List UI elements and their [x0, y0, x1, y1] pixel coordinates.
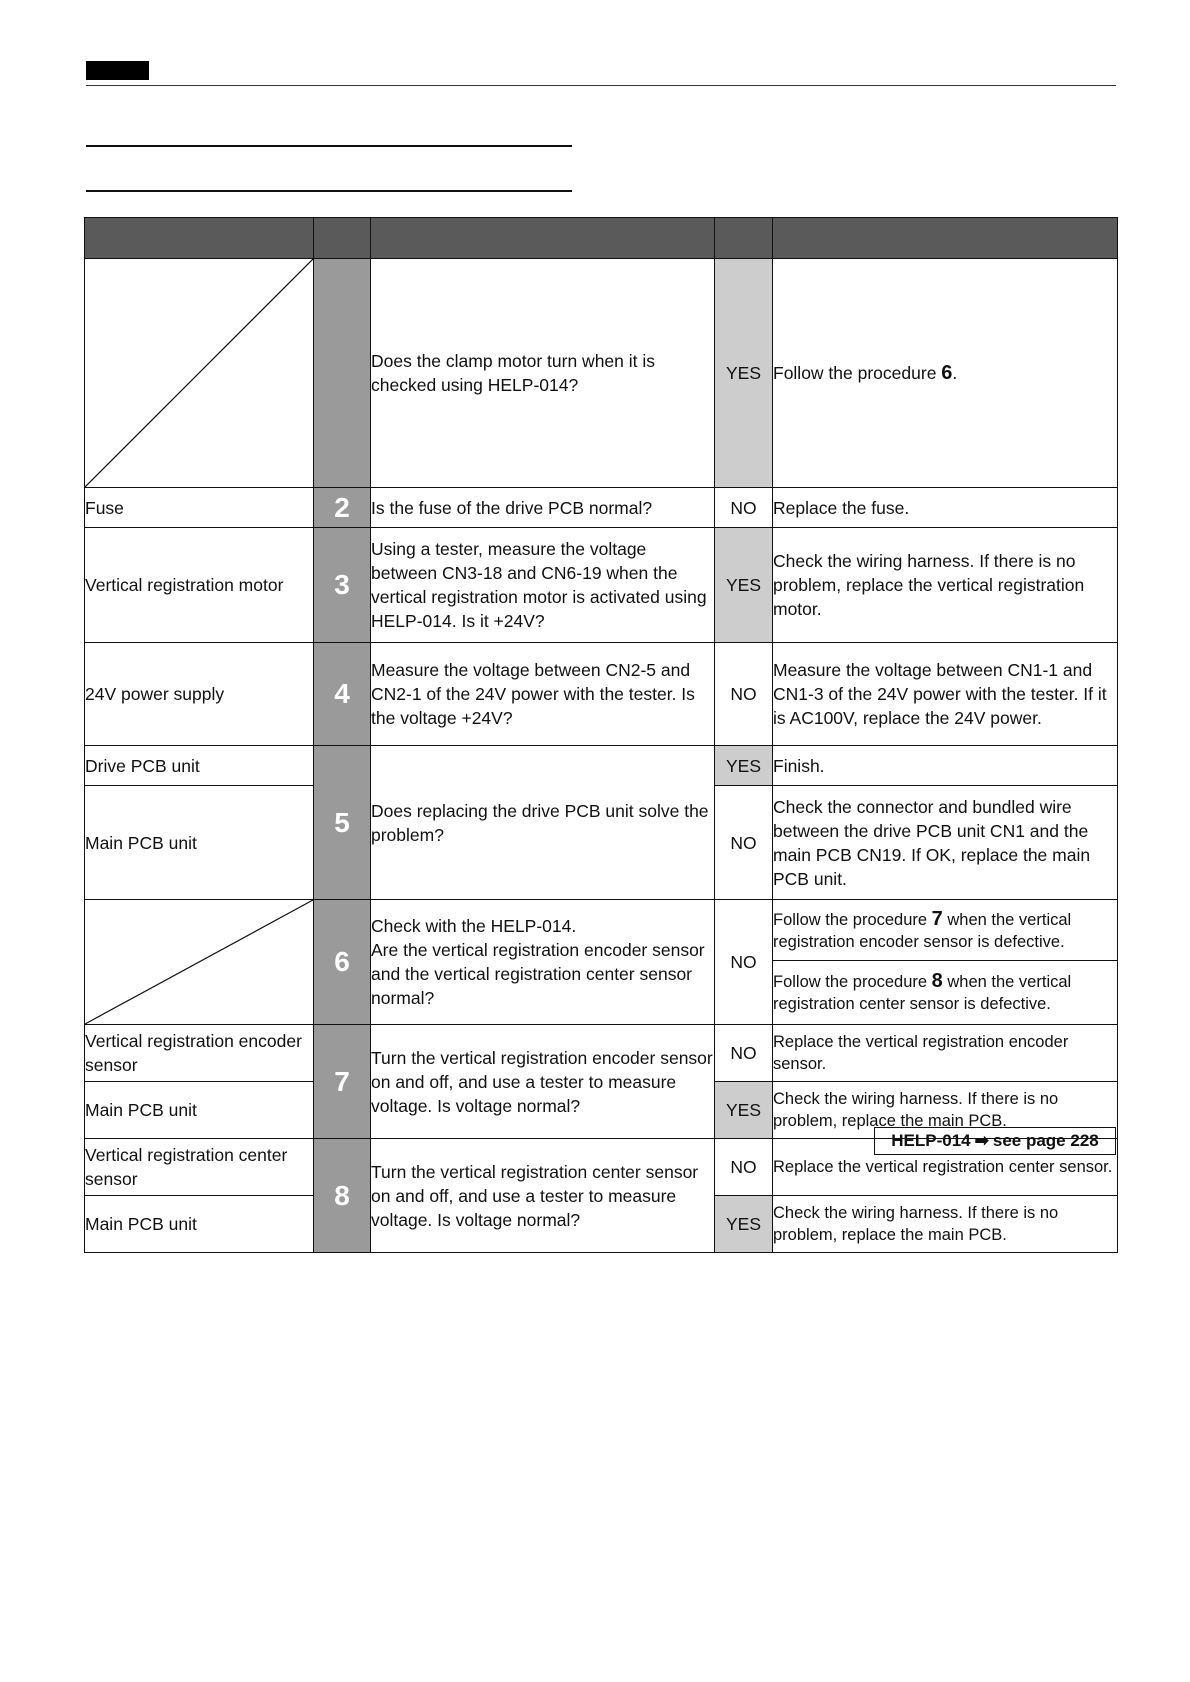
header-cell-action — [773, 218, 1118, 259]
section-rule-1 — [86, 145, 572, 147]
action-text: Check the connector and bundled wire between the drive PCB unit CN1 and the main PCB CN19. If OK, replace the main PCB unit. — [773, 786, 1118, 900]
reference-label: HELP-014 — [891, 1131, 971, 1150]
result-no: NO — [715, 488, 773, 528]
part-name: Vertical registration center sensor — [85, 1139, 314, 1196]
step-number: 3 — [314, 528, 371, 643]
header-rule — [86, 85, 1116, 86]
action-text: Finish. — [773, 746, 1118, 786]
header-black-block — [86, 61, 149, 80]
reference-text: see page 228 — [992, 1131, 1099, 1150]
check-text: Turn the vertical registration center sensor on and off, and use a tester to measure voltage. Is voltage normal? — [371, 1139, 715, 1253]
action-text: Check the wiring harness. If there is no problem, replace the vertical registration motor. — [773, 528, 1118, 643]
step-number: 5 — [314, 746, 371, 900]
result-no: NO — [715, 900, 773, 1025]
part-name: Vertical registration encoder sensor — [85, 1025, 314, 1082]
step-number — [314, 259, 371, 488]
action-text: Check the wiring harness. If there is no problem, replace the main PCB. — [773, 1196, 1118, 1253]
table-row — [85, 900, 1118, 961]
table-row — [85, 746, 1118, 786]
check-text: Measure the voltage between CN2-5 and CN2-1 of the 24V power with the tester. Is the voltage +24V? — [371, 643, 715, 746]
step-number: 2 — [314, 488, 371, 528]
result-yes: YES — [715, 1196, 773, 1253]
troubleshooting-table — [84, 217, 1118, 1253]
part-name: Main PCB unit — [85, 1196, 314, 1253]
section-rule-2 — [86, 190, 572, 192]
header-cell-part — [85, 218, 314, 259]
check-text: Using a tester, measure the voltage between CN3-18 and CN6-19 when the vertical registration motor is activated using HELP-014. Is it +24V? — [371, 528, 715, 643]
part-name: Fuse — [85, 488, 314, 528]
check-text: Turn the vertical registration encoder sensor on and off, and use a tester to measure voltage. Is voltage normal? — [371, 1025, 715, 1139]
result-yes: YES — [715, 1082, 773, 1139]
result-no: NO — [715, 786, 773, 900]
table-row — [85, 259, 1118, 488]
part-name: Main PCB unit — [85, 1082, 314, 1139]
step-number: 7 — [314, 1025, 371, 1139]
result-yes: YES — [715, 528, 773, 643]
diagonal-line — [85, 900, 313, 1024]
header-cell-check — [371, 218, 715, 259]
step-number: 8 — [314, 1139, 371, 1253]
result-no: NO — [715, 643, 773, 746]
action-text: Replace the vertical registration center sensor. — [773, 1139, 1118, 1196]
check-text: Does replacing the drive PCB unit solve the problem? — [371, 746, 715, 900]
action-text: Measure the voltage between CN1-1 and CN1-3 of the 24V power with the tester. If it is AC100V, replace the 24V power. — [773, 643, 1118, 746]
result-no: NO — [715, 1139, 773, 1196]
part-name: 24V power supply — [85, 643, 314, 746]
step-number: 4 — [314, 643, 371, 746]
diagonal-line — [85, 259, 313, 487]
table-row — [85, 528, 1118, 643]
check-text: Does the clamp motor turn when it is checked using HELP-014? — [371, 259, 715, 488]
header-cell-step — [314, 218, 371, 259]
page-reference-box — [874, 1127, 1116, 1155]
header-cell-result — [715, 218, 773, 259]
part-name: Main PCB unit — [85, 786, 314, 900]
action-text: Follow the procedure 6. — [773, 259, 1118, 488]
result-no: NO — [715, 1025, 773, 1082]
part-name: Vertical registration motor — [85, 528, 314, 643]
check-text: Check with the HELP-014. Are the vertical registration encoder sensor and the vertical registration center sensor normal? — [371, 900, 715, 1025]
step-number: 6 — [314, 900, 371, 1025]
diagonal-blank-cell — [85, 900, 314, 1025]
action-text: Replace the vertical registration encoder sensor. — [773, 1025, 1118, 1082]
diagonal-blank-cell — [85, 259, 314, 488]
result-yes: YES — [715, 746, 773, 786]
action-text: Check the wiring harness. If there is no problem, replace the main PCB. — [773, 1082, 1118, 1139]
action-text: Follow the procedure 7 when the vertical registration encoder sensor is defective. — [773, 900, 1118, 961]
part-name: Drive PCB unit — [85, 746, 314, 786]
action-text: Follow the procedure 8 when the vertical registration center sensor is defective. — [773, 961, 1118, 1025]
check-text: Is the fuse of the drive PCB normal? — [371, 488, 715, 528]
action-text: Replace the fuse. — [773, 488, 1118, 528]
table-row — [85, 488, 1118, 528]
result-yes: YES — [715, 259, 773, 488]
right-arrow-icon: ➡ — [974, 1131, 989, 1150]
table-row — [85, 643, 1118, 746]
table-row — [85, 1025, 1118, 1082]
table-header-row — [85, 218, 1118, 259]
